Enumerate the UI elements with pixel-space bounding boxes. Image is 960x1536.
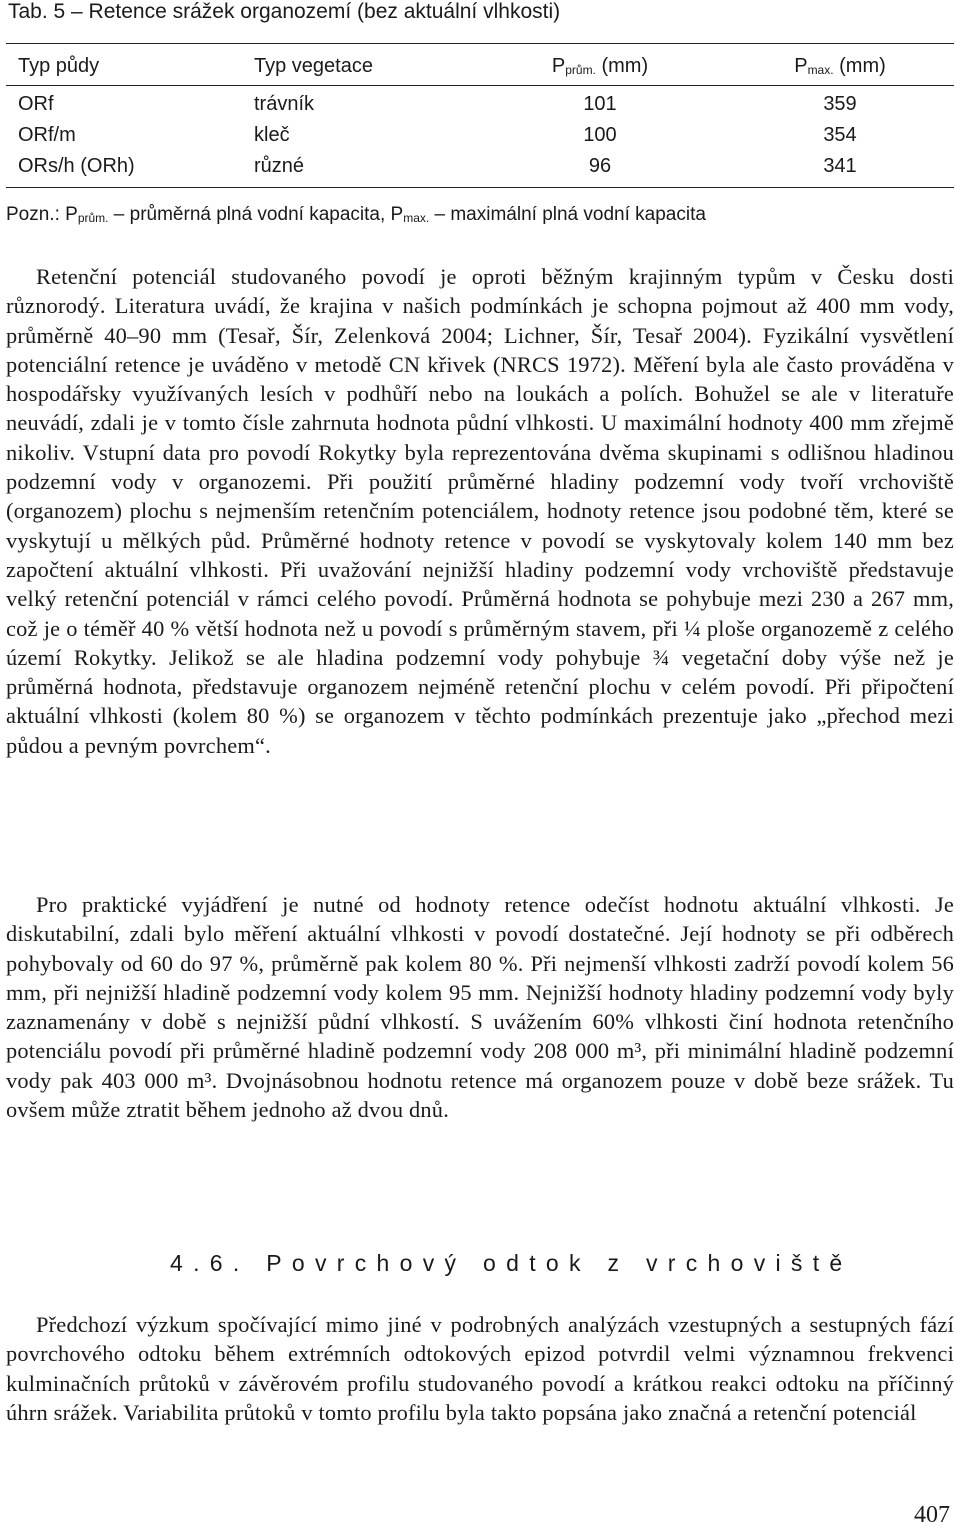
cell-soil: ORs/h (ORh)	[18, 155, 135, 177]
cell-soil: ORf/m	[18, 124, 76, 146]
cell-p-avg: 96	[588, 155, 612, 177]
table-row	[0, 119, 960, 151]
body-paragraph-3: Předchozí výzkum spočívající mimo jiné v podrobných analýzách vzestupných a sestupných fází povrchového odtoku během extrémních odtokových epizod potvrdil velmi významnou frekvenci kulminačních průtoků v závěrovém profilu studovaného povodí a krátkou reakci odtoku na příčinný úhrn srážek. Variabilita průtoků v tomto profilu byla takto popsána jako značná a retenční potenciál	[6, 1312, 954, 1425]
body-paragraph-1: Retenční potenciál studovaného povodí je oproti běžným krajinným typům v Česku dosti různorodý. Literatura uvádí, že krajina v našich podmínkách je schopna pojmout až 400 mm vody, průměrně 40–90 mm (Tesař, Šír, Zelenková 2004; Lichner, Šír, Tesař 2004). Fyzikální vysvětlení potenciální retence je uváděno v metodě CN křivek (NRCS 1972). Měření byla ale často prováděna v hospodářsky využívaných lesích v podhůří nebo na loukách a polích. Bohužel se ale v literatuře neuvádí, zdali je v tomto čísle zahrnuta hodnota půdní vlhkosti. U maximální hodnoty 400 mm zřejmě nikoliv. Vstupní data pro povodí Rokytky byla reprezentována dvěma skupinami s odlišnou hladinou podzemní vody v organozemi. Při použití průměrné hladiny podzemní vody tvoří vrchoviště (organozem) plochu s nejmenším retenčním potenciálem, hodnoty retence jsou podobné těm, které se vyskytují u mělkých půd. Průměrné hodnoty retence v povodí se vyskytovaly kolem 140 mm bez započtení aktuální vlhkosti. Při uvažování nejnižší hladiny podzemní vody vrchoviště představuje velký retenční potenciál v rámci celého povodí. Průměrná hodnota se pohybuje mezi 230 a 267 mm, což je o téměř 40 % větší hodnota než u povodí s průměrným stavem, při ¼ ploše organozemě z celého území Rokytky. Jelikož se ale hladina podzemní vody pohybuje ¾ vegetační doby výše než je průměrná hodnota, představuje organozem nejméně retenční plochu v celém povodí. Při připočtení aktuální vlhkosti (kolem 80 %) se organozem v těchto podmínkách prezentuje jako „přechod mezi půdou a pevným povrchem“.	[6, 264, 954, 758]
cell-p-max: 341	[823, 155, 857, 177]
table-rule-header	[6, 85, 954, 86]
cell-vegetation: různé	[254, 155, 305, 177]
cell-p-avg: 101	[583, 93, 617, 115]
table-header-row	[0, 50, 960, 82]
table-note: Pozn.: Pprům. – průměrná plná vodní kapacita, Pmax. – maximální plná vodní kapacita	[6, 204, 706, 225]
table-row	[0, 150, 960, 182]
cell-vegetation: trávník	[254, 93, 315, 115]
page-number: 407	[914, 1502, 950, 1528]
table-row	[0, 88, 960, 120]
table-rule-top	[6, 43, 954, 44]
cell-p-avg: 100	[583, 124, 617, 146]
cell-vegetation: kleč	[254, 124, 290, 146]
header-p-max: Pmax. (mm)	[794, 55, 886, 77]
header-soil-type: Typ půdy	[18, 55, 100, 77]
cell-p-max: 359	[823, 93, 857, 115]
cell-soil: ORf	[18, 93, 54, 115]
body-paragraph-2: Pro praktické vyjádření je nutné od hodnoty retence odečíst hodnotu aktuální vlhkosti. Je diskutabilní, zdali bylo měření aktuální vlhkosti v povodí dostatečné. Její hodnoty se při odběrech pohybovaly od 60 do 97 %, průměrně pak kolem 80 %. Při nejmenší vlhkosti zadrží povodí kolem 56 mm, při nejnižší hladině podzemní vody kolem 95 mm. Nejnižší hodnoty hladiny podzemní vody byly zaznamenány v době s nejnižší půdní vlhkostí. S uvážením 60% vlhkosti činí hodnota retenčního potenciálu povodí při průměrné hladině podzemní vody 208 000 m³, při minimální hladině podzemní vody pak 403 000 m³. Dvojnásobnou hodnotu retence má organozem pouze v době beze srážek. Tu ovšem může ztratit během jednoho až dvou dnů.	[6, 892, 954, 1123]
header-vegetation-type: Typ vegetace	[254, 55, 373, 77]
cell-p-max: 354	[823, 124, 857, 146]
section-heading: 4.6. Povrchový odtok z vrchoviště	[170, 1250, 853, 1276]
table-caption: Tab. 5 – Retence srážek organozemí (bez aktuální vlhkosti)	[8, 0, 561, 23]
header-p-avg: Pprům. (mm)	[551, 55, 649, 77]
table-rule-bottom	[6, 187, 954, 188]
